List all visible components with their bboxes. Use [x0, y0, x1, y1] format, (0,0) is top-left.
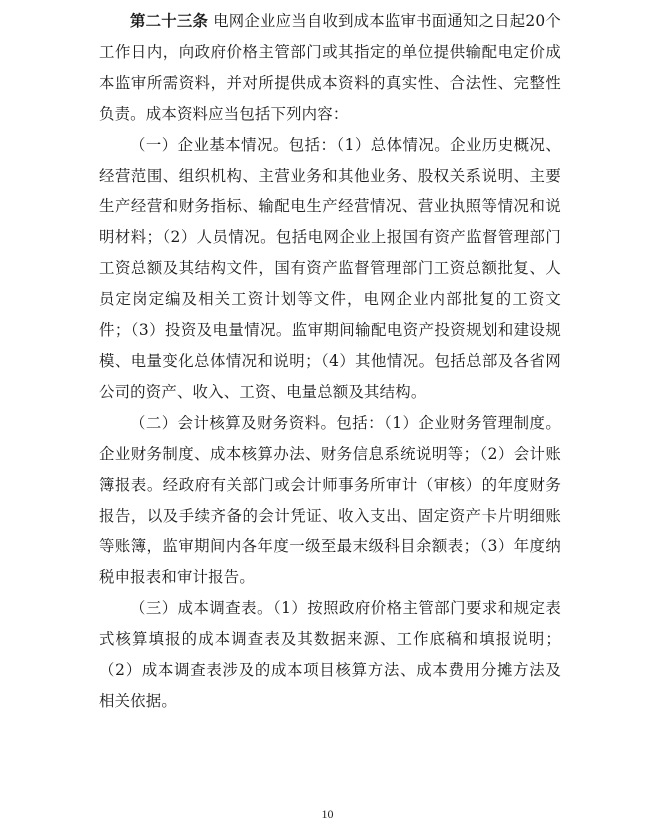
- item-paragraph-2: （二）会计核算及财务资料。包括：（1）企业财务管理制度。企业财务制度、成本核算办法、财务信息系统说明等；（2）会计账簿报表。经政府有关部门或会计师事务所审计（审核）的年度财务报告，以及手续齐备的会计凭证、收入支出、固定资产卡片明细账等账簿，监审期间内各年度一级至最末级科目余额表；（3）年度纳税申报表和审计报告。: [99, 413, 561, 587]
- article-paragraph: [99, 6, 561, 130]
- page-number: 10: [321, 807, 334, 821]
- item-paragraph-1: （一）企业基本情况。包括：（1）总体情况。企业历史概况、经营范围、组织机构、主营业务和其他业务、股权关系说明、主要生产经营和财务指标、输配电生产经营情况、营业执照等情况和说明材料；（2）人员情况。包括电网企业上报国有资产监督管理部门工资总额及其结构文件，国有资产监督管理部门工资总额批复、人员定岗定编及相关工资计划等文件，电网企业内部批复的工资文件；（3）投资及电量情况。监审期间输配电资产投资规划和建设规模、电量变化总体情况和说明；（4）其他情况。包括总部及各省网公司的资产、收入、工资、电量总额及其结构。: [99, 135, 561, 401]
- article-text: 电网企业应当自收到成本监审书面通知之日起20个工作日内，向政府价格主管部门或其指定的单位提供输配电定价成本监审所需资料，并对所提供成本资料的真实性、合法性、完整性负责。成本资料应当包括下列内容：: [99, 12, 562, 123]
- item-paragraph-3: （三）成本调查表。（1）按照政府价格主管部门要求和规定表式核算填报的成本调查表及其数据来源、工作底稿和填报说明；（2）成本调查表涉及的成本项目核算方法、成本费用分摊方法及相关依据。: [99, 599, 561, 710]
- document-body: [99, 6, 561, 717]
- article-label: 第二十三条: [130, 12, 209, 30]
